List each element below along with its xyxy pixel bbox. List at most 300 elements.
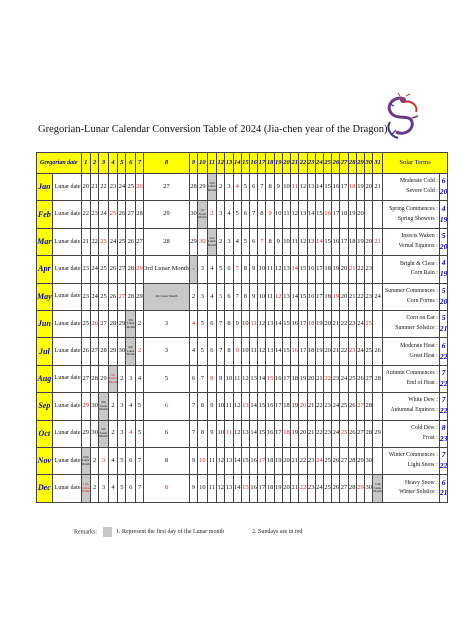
lunar-date-cell: 17 bbox=[332, 201, 340, 228]
lunar-date-cell: 23 bbox=[91, 201, 99, 228]
lunar-date-cell: 21 bbox=[348, 256, 356, 283]
lunar-date-cell: 20 bbox=[324, 310, 332, 337]
lunar-date-cell: 25 bbox=[365, 338, 373, 365]
lunar-date-cell: 21 bbox=[332, 338, 340, 365]
lunar-date-cell: 12 bbox=[233, 393, 241, 420]
lunar-date-cell: 6 bbox=[207, 338, 217, 365]
lunar-date-cell: 3 bbox=[198, 283, 208, 310]
lunar-date-cell: 23 bbox=[324, 393, 332, 420]
lunar-month-start-cell: 4th Lunar Month bbox=[144, 283, 190, 310]
remark-note-2: 2. Sundays are in red bbox=[252, 529, 303, 535]
month-label: May bbox=[37, 283, 53, 310]
solar-term-names bbox=[382, 475, 439, 502]
lunar-date-cell: 14 bbox=[250, 393, 258, 420]
lunar-date-cell: 8 bbox=[144, 475, 190, 502]
lunar-date-cell: 24 bbox=[315, 447, 323, 474]
row-label: Lunar date bbox=[52, 283, 81, 310]
lunar-date-cell: 26 bbox=[118, 201, 126, 228]
row-label: Lunar date bbox=[52, 174, 81, 201]
lunar-date-cell: 26 bbox=[348, 393, 356, 420]
row-label: Lunar date bbox=[52, 393, 81, 420]
lunar-date-cell: 10 bbox=[282, 228, 290, 255]
lunar-date-cell: 29 bbox=[373, 420, 383, 447]
lunar-date-cell: 10 bbox=[217, 420, 225, 447]
solar-term-name: Great Heat : bbox=[409, 352, 438, 359]
lunar-date-cell: 16 bbox=[291, 338, 299, 365]
lunar-date-cell: 21 bbox=[348, 283, 356, 310]
solar-term-name: Corn Forms : bbox=[406, 297, 438, 304]
lunar-date-cell: 4 bbox=[207, 256, 217, 283]
lunar-date-cell: 11 bbox=[282, 201, 290, 228]
header-day: 10 bbox=[198, 153, 208, 174]
lunar-date-cell: 4 bbox=[225, 201, 233, 228]
lunar-date-cell: 21 bbox=[373, 174, 383, 201]
lunar-date-cell: 5 bbox=[233, 201, 241, 228]
lunar-date-cell: 10 bbox=[225, 365, 233, 392]
solar-term-days bbox=[439, 475, 448, 502]
lunar-date-cell: 28 bbox=[126, 283, 136, 310]
lunar-date-cell bbox=[373, 310, 383, 337]
lunar-month-start-cell: 9th Lunar Month bbox=[99, 420, 109, 447]
lunar-date-cell: 5 bbox=[241, 174, 249, 201]
lunar-date-cell: 3 bbox=[144, 310, 190, 337]
lunar-date-cell: 15 bbox=[299, 283, 307, 310]
lunar-date-cell: 4 bbox=[233, 228, 241, 255]
lunar-date-cell: 6 bbox=[225, 256, 233, 283]
lunar-date-cell: 27 bbox=[99, 310, 109, 337]
lunar-date-cell: 25 bbox=[340, 420, 348, 447]
row-label: Lunar date bbox=[52, 420, 81, 447]
header-day: 30 bbox=[365, 153, 373, 174]
lunar-month-start-cell: 10th Lunar Month bbox=[81, 447, 91, 474]
lunar-date-cell: 8 bbox=[241, 256, 249, 283]
header-day: 1 bbox=[81, 153, 91, 174]
row-label: Lunar date bbox=[52, 338, 81, 365]
lunar-date-cell: 3 bbox=[144, 338, 190, 365]
lunar-date-cell bbox=[373, 393, 383, 420]
lunar-date-cell: 21 bbox=[291, 447, 299, 474]
lunar-date-cell: 19 bbox=[274, 475, 282, 502]
month-label: Jun bbox=[37, 310, 53, 337]
lunar-date-cell: 19 bbox=[315, 310, 323, 337]
lunar-date-cell: 13 bbox=[307, 174, 315, 201]
lunar-date-cell: 26 bbox=[108, 256, 118, 283]
solar-term-names bbox=[382, 365, 439, 392]
row-label: Lunar date bbox=[52, 447, 81, 474]
header-day: 19 bbox=[274, 153, 282, 174]
lunar-date-cell: 13 bbox=[266, 310, 274, 337]
lunar-date-cell: 2 bbox=[108, 393, 118, 420]
lunar-date-cell: 14 bbox=[274, 338, 282, 365]
lunar-date-cell: 2 bbox=[135, 310, 143, 337]
lunar-date-cell: 9 bbox=[207, 420, 217, 447]
lunar-date-cell: 19 bbox=[332, 283, 340, 310]
lunar-date-cell: 24 bbox=[91, 283, 99, 310]
solar-term-day: 19 bbox=[439, 269, 448, 279]
solar-term-name: Corn on Ear : bbox=[406, 315, 438, 322]
lunar-date-cell: 11 bbox=[225, 420, 233, 447]
month-row bbox=[37, 447, 448, 474]
solar-term-day: 7 bbox=[441, 395, 446, 405]
lunar-date-cell: 18 bbox=[307, 310, 315, 337]
lunar-date-cell: 16 bbox=[291, 310, 299, 337]
lunar-date-cell: 11 bbox=[207, 475, 217, 502]
solar-term-day: 6 bbox=[441, 340, 446, 350]
month-row bbox=[37, 475, 448, 502]
first-day-swatch bbox=[103, 527, 112, 537]
row-label: Lunar date bbox=[52, 365, 81, 392]
lunar-date-cell: 24 bbox=[356, 338, 364, 365]
lunar-date-cell: 27 bbox=[365, 365, 373, 392]
solar-term-name: Moderate Heat : bbox=[400, 342, 438, 349]
lunar-date-cell: 8 bbox=[241, 283, 249, 310]
lunar-date-cell: 21 bbox=[332, 310, 340, 337]
lunar-date-cell: 18 bbox=[348, 174, 356, 201]
lunar-date-cell: 5 bbox=[144, 365, 190, 392]
lunar-date-cell: 16 bbox=[307, 283, 315, 310]
lunar-date-cell: 21 bbox=[291, 475, 299, 502]
lunar-date-cell: 5 bbox=[198, 338, 208, 365]
lunar-date-cell: 23 bbox=[99, 228, 109, 255]
lunar-date-cell: 30 bbox=[91, 420, 99, 447]
header-day: 20 bbox=[282, 153, 290, 174]
lunar-date-cell: 15 bbox=[258, 420, 266, 447]
solar-term-days bbox=[439, 447, 448, 474]
lunar-date-cell: 2 bbox=[108, 420, 118, 447]
solar-term-names bbox=[382, 228, 439, 255]
lunar-date-cell: 23 bbox=[348, 310, 356, 337]
solar-term-names bbox=[382, 420, 439, 447]
solar-term-day: 20 bbox=[439, 241, 448, 251]
solar-term-name: Autumn Commences : bbox=[385, 370, 438, 377]
lunar-date-cell: 4 bbox=[233, 174, 241, 201]
header-day: 21 bbox=[291, 153, 299, 174]
lunar-date-cell: 8 bbox=[198, 393, 208, 420]
lunar-date-cell: 7 bbox=[198, 365, 208, 392]
lunar-date-cell: 25 bbox=[340, 393, 348, 420]
solar-term-name: Spring Commences : bbox=[389, 205, 438, 212]
lunar-date-cell: 30 bbox=[189, 201, 197, 228]
lunar-date-cell: 10 bbox=[282, 174, 290, 201]
solar-term-day: 20 bbox=[439, 187, 448, 197]
lunar-date-cell: 21 bbox=[307, 393, 315, 420]
solar-term-days bbox=[439, 228, 448, 255]
lunar-date-cell: 20 bbox=[299, 393, 307, 420]
lunar-date-cell: 7 bbox=[233, 256, 241, 283]
header-day: 15 bbox=[241, 153, 249, 174]
header-day: 13 bbox=[225, 153, 233, 174]
solar-term-day: 20 bbox=[439, 296, 448, 306]
lunar-month-start-cell: 6th Lunar Month bbox=[126, 338, 136, 365]
lunar-date-cell: 8 bbox=[258, 201, 266, 228]
lunar-date-cell: 13 bbox=[307, 228, 315, 255]
solar-term-days bbox=[439, 201, 448, 228]
lunar-date-cell: 8 bbox=[144, 447, 190, 474]
lunar-date-cell: 11 bbox=[291, 174, 299, 201]
lunar-date-cell: 28 bbox=[348, 447, 356, 474]
lunar-date-cell: 20 bbox=[365, 174, 373, 201]
solar-term-day: 7 bbox=[441, 450, 446, 460]
lunar-date-cell: 6 bbox=[250, 228, 258, 255]
lunar-date-cell: 10 bbox=[198, 475, 208, 502]
lunar-date-cell: 19 bbox=[299, 365, 307, 392]
header-day: 9 bbox=[189, 153, 197, 174]
lunar-date-cell: 22 bbox=[356, 283, 364, 310]
lunar-date-cell: 15 bbox=[282, 310, 290, 337]
lunar-date-cell: 20 bbox=[81, 174, 91, 201]
solar-term-day: 5 bbox=[441, 231, 446, 241]
lunar-date-cell: 6 bbox=[126, 447, 136, 474]
lunar-date-cell: 21 bbox=[81, 228, 91, 255]
month-row bbox=[37, 420, 448, 447]
solar-term-name: Summer Solstice : bbox=[395, 325, 438, 332]
lunar-date-cell: 29 bbox=[99, 365, 109, 392]
lunar-date-cell: 17 bbox=[315, 283, 323, 310]
lunar-date-cell: 8 bbox=[225, 338, 233, 365]
lunar-date-cell: 26 bbox=[373, 338, 383, 365]
solar-term-name: Bright & Clear : bbox=[399, 260, 438, 267]
page-title: Gregorian-Lunar Calendar Conversion Table of 2024 (Jia-chen year of the Dragon) bbox=[38, 124, 388, 135]
lunar-date-cell bbox=[365, 201, 373, 228]
lunar-date-cell: 29 bbox=[198, 174, 208, 201]
solar-term-name: Light Snow : bbox=[407, 462, 438, 469]
solar-term-days bbox=[439, 338, 448, 365]
solar-term-names bbox=[382, 393, 439, 420]
lunar-date-cell: 9 bbox=[250, 256, 258, 283]
header-day: 7 bbox=[135, 153, 143, 174]
lunar-date-cell: 20 bbox=[299, 420, 307, 447]
lunar-date-cell: 30 bbox=[198, 228, 208, 255]
lunar-date-cell: 27 bbox=[81, 365, 91, 392]
month-label: Apr bbox=[37, 256, 53, 283]
lunar-date-cell: 6 bbox=[144, 393, 190, 420]
lunar-date-cell: 27 bbox=[356, 420, 364, 447]
month-row bbox=[37, 228, 448, 255]
lunar-month-start-cell: 2nd Lunar Month bbox=[207, 228, 217, 255]
lunar-date-cell: 30 bbox=[365, 475, 373, 502]
lunar-date-cell: 17 bbox=[258, 475, 266, 502]
lunar-date-cell: 30 bbox=[118, 338, 126, 365]
month-row bbox=[37, 174, 448, 201]
solar-term-day: 4 bbox=[441, 203, 446, 213]
lunar-date-cell: 12 bbox=[258, 338, 266, 365]
header-day: 31 bbox=[373, 153, 383, 174]
month-row bbox=[37, 365, 448, 392]
header-solar-terms: Solar Terms bbox=[382, 153, 448, 174]
solar-term-day: 23 bbox=[439, 433, 448, 443]
lunar-date-cell: 4 bbox=[108, 475, 118, 502]
lunar-date-cell: 18 bbox=[291, 365, 299, 392]
lunar-date-cell: 23 bbox=[81, 256, 91, 283]
lunar-date-cell: 17 bbox=[258, 447, 266, 474]
row-label: Lunar date bbox=[52, 228, 81, 255]
lunar-date-cell: 14 bbox=[315, 228, 323, 255]
lunar-date-cell: 21 bbox=[91, 174, 99, 201]
lunar-date-cell: 20 bbox=[356, 201, 364, 228]
lunar-date-cell: 14 bbox=[291, 256, 299, 283]
lunar-date-cell: 7 bbox=[189, 393, 197, 420]
lunar-date-cell: 3 bbox=[118, 393, 126, 420]
lunar-date-cell: 29 bbox=[135, 283, 143, 310]
lunar-date-cell: 18 bbox=[307, 338, 315, 365]
lunar-date-cell: 9 bbox=[274, 174, 282, 201]
lunar-date-cell: 29 bbox=[189, 228, 197, 255]
lunar-date-cell: 9 bbox=[189, 447, 197, 474]
lunar-date-cell: 19 bbox=[348, 201, 356, 228]
lunar-date-cell: 22 bbox=[91, 228, 99, 255]
lunar-date-cell: 6 bbox=[241, 201, 249, 228]
month-label: Aug bbox=[37, 365, 53, 392]
lunar-date-cell: 19 bbox=[291, 420, 299, 447]
lunar-date-cell: 2 bbox=[91, 447, 99, 474]
header-corner: Gregorian date bbox=[37, 153, 82, 174]
lunar-date-cell: 28 bbox=[99, 338, 109, 365]
lunar-date-cell: 3 bbox=[126, 365, 136, 392]
lunar-date-cell: 10 bbox=[274, 201, 282, 228]
lunar-date-cell: 7 bbox=[217, 310, 225, 337]
lunar-date-cell: 18 bbox=[348, 228, 356, 255]
lunar-date-cell: 29 bbox=[144, 201, 190, 228]
lunar-date-cell: 14 bbox=[233, 475, 241, 502]
lunar-date-cell: 6 bbox=[250, 174, 258, 201]
lunar-date-cell: 22 bbox=[81, 201, 91, 228]
lunar-date-cell: 13 bbox=[282, 256, 290, 283]
remark-note-1: 1. Represent the first day of the Lunar month bbox=[116, 529, 225, 535]
lunar-date-cell: 2 bbox=[217, 174, 225, 201]
lunar-date-cell: 28 bbox=[189, 174, 197, 201]
solar-term-name: Severe Cold : bbox=[406, 188, 438, 195]
lunar-date-cell: 16 bbox=[332, 228, 340, 255]
lunar-date-cell: 13 bbox=[266, 338, 274, 365]
lunar-date-cell: 16 bbox=[266, 393, 274, 420]
remarks-label: Remarks: bbox=[74, 529, 97, 536]
lunar-date-cell: 11 bbox=[207, 447, 217, 474]
lunar-date-cell: 24 bbox=[373, 283, 383, 310]
lunar-date-cell: 18 bbox=[324, 256, 332, 283]
solar-term-name: Winter Commences : bbox=[388, 452, 438, 459]
lunar-date-cell: 25 bbox=[324, 447, 332, 474]
lunar-date-cell: 14 bbox=[233, 447, 241, 474]
header-day: 29 bbox=[356, 153, 364, 174]
lunar-date-cell: 25 bbox=[108, 201, 118, 228]
solar-term-name: Corn Rain : bbox=[410, 270, 438, 277]
solar-term-days bbox=[439, 365, 448, 392]
lunar-date-cell: 7 bbox=[217, 338, 225, 365]
row-label: Lunar date bbox=[52, 256, 81, 283]
solar-term-day: 22 bbox=[439, 406, 448, 416]
lunar-date-cell: 26 bbox=[91, 310, 99, 337]
lunar-date-cell: 5 bbox=[135, 393, 143, 420]
lunar-date-cell: 12 bbox=[299, 174, 307, 201]
lunar-date-cell: 26 bbox=[348, 420, 356, 447]
solar-term-days bbox=[439, 283, 448, 310]
lunar-date-cell: 25 bbox=[118, 228, 126, 255]
lunar-date-cell: 14 bbox=[307, 201, 315, 228]
lunar-date-cell: 22 bbox=[99, 174, 109, 201]
solar-term-days bbox=[439, 393, 448, 420]
lunar-date-cell: 18 bbox=[324, 283, 332, 310]
lunar-date-cell: 19 bbox=[356, 228, 364, 255]
calendar-table bbox=[36, 152, 448, 503]
lunar-date-cell: 4 bbox=[108, 447, 118, 474]
lunar-date-cell: 20 bbox=[324, 338, 332, 365]
lunar-date-cell: 25 bbox=[126, 174, 136, 201]
lunar-date-cell: 23 bbox=[81, 283, 91, 310]
solar-term-names bbox=[382, 310, 439, 337]
lunar-date-cell: 13 bbox=[282, 283, 290, 310]
header-day: 3 bbox=[99, 153, 109, 174]
lunar-date-cell: 18 bbox=[340, 201, 348, 228]
solar-term-name: Autumnal Equinox : bbox=[390, 407, 438, 414]
lunar-month-start-cell: 12th Lunar Month bbox=[207, 174, 217, 201]
lunar-date-cell: 27 bbox=[118, 283, 126, 310]
header-day: 16 bbox=[250, 153, 258, 174]
lunar-date-cell: 13 bbox=[241, 420, 249, 447]
lunar-month-start-cell: 1st Lunar Month bbox=[198, 201, 208, 228]
lunar-date-cell: 26 bbox=[108, 283, 118, 310]
lunar-date-cell: 5 bbox=[135, 420, 143, 447]
lunar-date-cell: 10 bbox=[241, 310, 249, 337]
lunar-date-cell: 12 bbox=[274, 283, 282, 310]
lunar-date-cell: 26 bbox=[135, 174, 143, 201]
lunar-date-cell: 7 bbox=[258, 174, 266, 201]
lunar-date-cell: 12 bbox=[233, 420, 241, 447]
lunar-date-cell: 13 bbox=[225, 475, 233, 502]
lunar-date-cell: 15 bbox=[266, 365, 274, 392]
lunar-date-cell: 22 bbox=[340, 310, 348, 337]
lunar-date-cell: 29 bbox=[81, 393, 91, 420]
lunar-date-cell: 25 bbox=[99, 256, 109, 283]
header-day: 26 bbox=[332, 153, 340, 174]
lunar-date-cell: 15 bbox=[241, 475, 249, 502]
solar-term-names bbox=[382, 174, 439, 201]
lunar-date-cell: 18 bbox=[266, 447, 274, 474]
lunar-date-cell: 7 bbox=[189, 420, 197, 447]
lunar-date-cell: 3 bbox=[99, 447, 109, 474]
lunar-date-cell: 21 bbox=[315, 365, 323, 392]
lunar-date-cell: 2 bbox=[217, 228, 225, 255]
solar-term-day: 5 bbox=[441, 285, 446, 295]
lunar-date-cell: 21 bbox=[373, 228, 383, 255]
month-label: Jan bbox=[37, 174, 53, 201]
lunar-date-cell: 29 bbox=[135, 256, 143, 283]
lunar-date-cell: 27 bbox=[135, 228, 143, 255]
lunar-date-cell: 17 bbox=[282, 365, 290, 392]
lunar-date-cell: 20 bbox=[365, 228, 373, 255]
solar-term-name: Summer Commences : bbox=[385, 287, 438, 294]
lunar-date-cell: 12 bbox=[299, 228, 307, 255]
lunar-date-cell: 19 bbox=[274, 447, 282, 474]
lunar-date-cell: 12 bbox=[217, 475, 225, 502]
header-day: 6 bbox=[126, 153, 136, 174]
lunar-date-cell: 27 bbox=[91, 338, 99, 365]
lunar-date-cell: 27 bbox=[340, 475, 348, 502]
header-day: 12 bbox=[217, 153, 225, 174]
header-day: 8 bbox=[144, 153, 190, 174]
month-row bbox=[37, 393, 448, 420]
header-day: 2 bbox=[91, 153, 99, 174]
month-row bbox=[37, 201, 448, 228]
solar-term-day: 21 bbox=[439, 324, 448, 334]
lunar-date-cell: 2 bbox=[118, 365, 126, 392]
lunar-date-cell: 12 bbox=[291, 201, 299, 228]
lunar-date-cell: 27 bbox=[356, 393, 364, 420]
lunar-month-start-cell: 5th Lunar Month bbox=[126, 310, 136, 337]
lunar-date-cell: 28 bbox=[373, 365, 383, 392]
lunar-date-cell: 26 bbox=[126, 228, 136, 255]
lunar-date-cell: 14 bbox=[258, 365, 266, 392]
header-day: 22 bbox=[299, 153, 307, 174]
